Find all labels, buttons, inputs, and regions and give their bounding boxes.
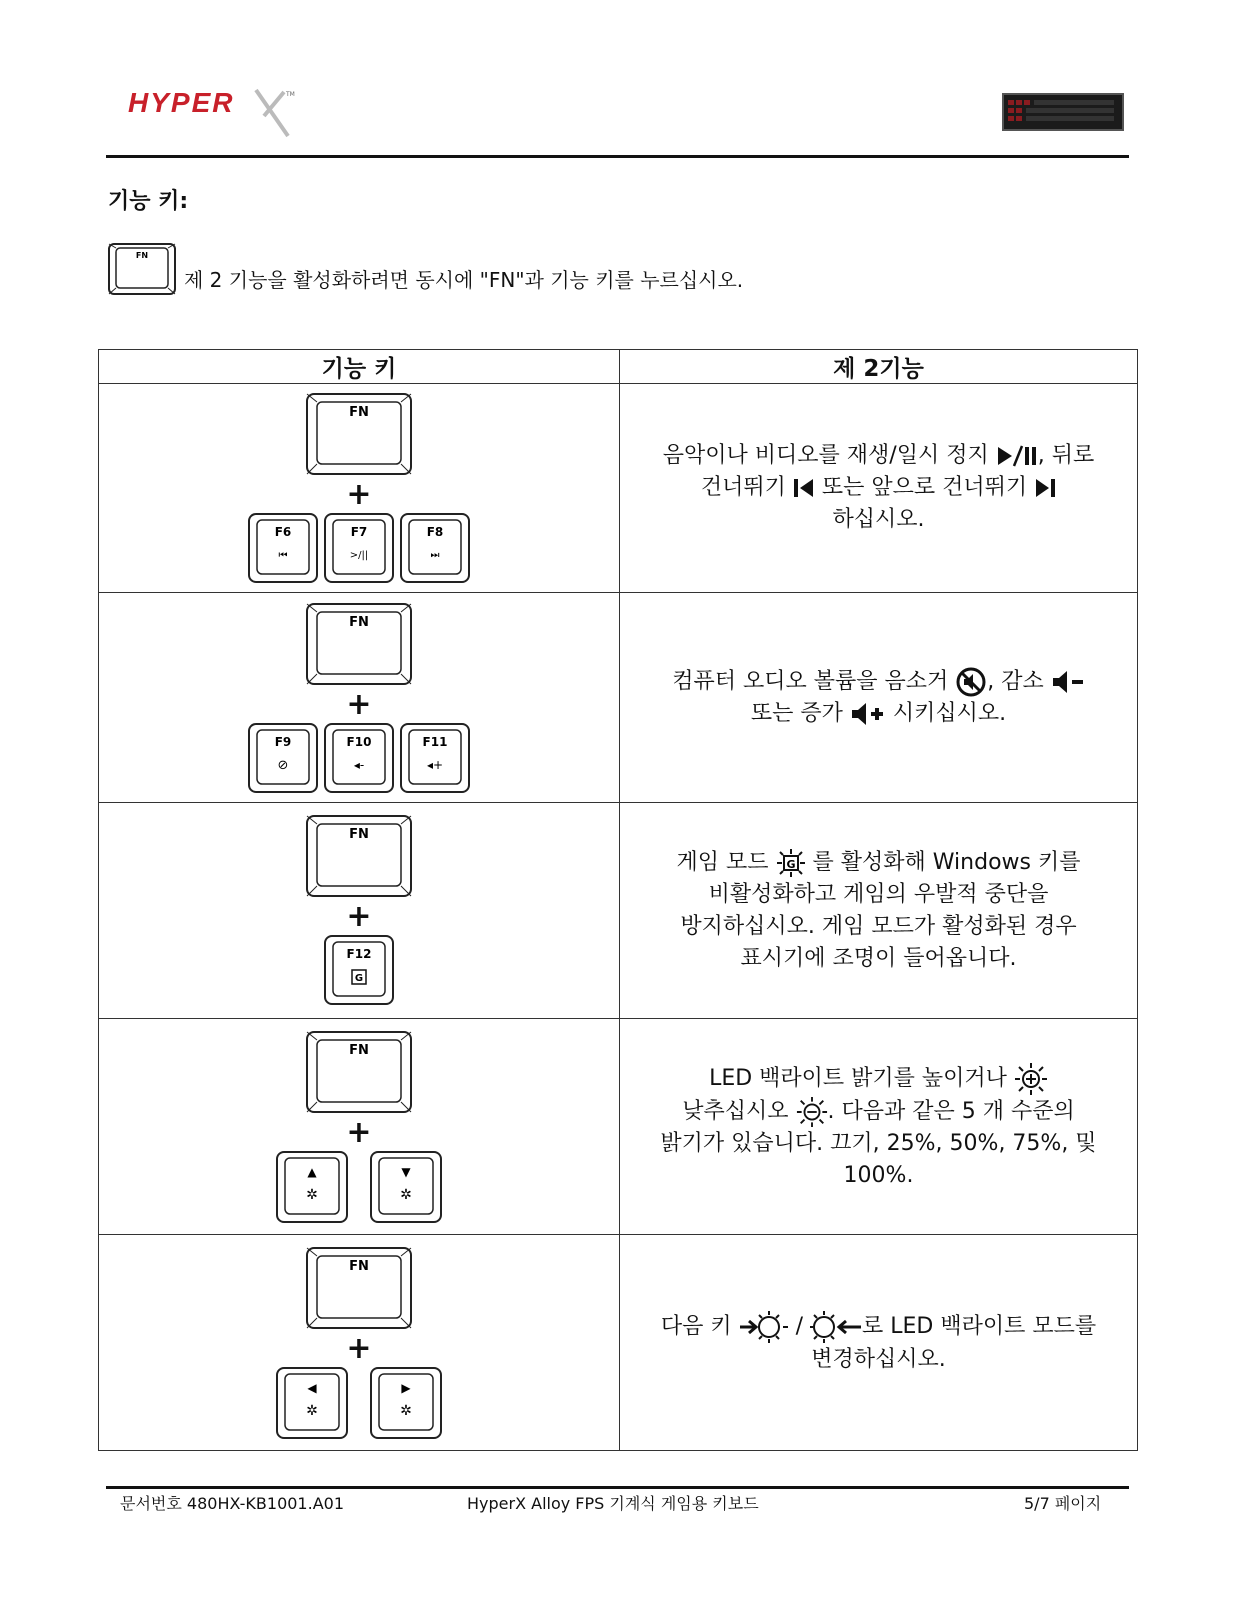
play-pause-icon	[996, 445, 1038, 467]
desc-text: 시키십시오.	[892, 700, 1007, 726]
keys-cell	[99, 1019, 620, 1235]
desc-text: . 다음과 같은 5 개 수준의	[827, 1098, 1075, 1124]
next-track-icon	[1034, 478, 1056, 498]
table-row	[99, 384, 1138, 593]
f11-key-graphic	[399, 722, 471, 794]
key-label: F9	[274, 734, 292, 749]
header-divider	[106, 155, 1129, 158]
desc-text: 비활성화하고 게임의 우발적 중단을	[708, 881, 1049, 907]
f10-key-graphic	[323, 722, 395, 794]
play-pause-icon: >/||	[349, 550, 369, 561]
game-mode-icon: G	[354, 972, 364, 984]
page-header	[0, 0, 1237, 160]
desc-text: /	[795, 1313, 804, 1339]
desc-text: 다음 키	[660, 1313, 732, 1339]
keys-cell	[99, 1235, 620, 1451]
key-label: F11	[422, 734, 448, 749]
table-row	[99, 1019, 1138, 1235]
table-row	[99, 803, 1138, 1019]
desc-text: 100%.	[843, 1162, 914, 1188]
f7-key-graphic	[323, 512, 395, 584]
desc-text: 건너뛰기	[700, 475, 786, 500]
description-cell	[620, 593, 1138, 803]
mute-icon	[955, 666, 987, 698]
footer-doc-number: 문서번호 480HX-KB1001.A01	[120, 1494, 344, 1513]
mode-prev-icon	[739, 1310, 789, 1344]
key-label: ◀	[307, 1380, 317, 1395]
fn-key-label: FN	[135, 251, 149, 260]
right-arrow-key-graphic	[369, 1366, 443, 1440]
mute-icon: ⊘	[277, 757, 289, 773]
key-label: F8	[426, 525, 444, 539]
keys-cell	[99, 384, 620, 593]
footer-product-name: HyperX Alloy FPS 기계식 게임용 키보드	[467, 1494, 759, 1513]
desc-text: 또는 증가	[750, 700, 843, 726]
up-arrow-key-graphic	[275, 1150, 349, 1224]
fn-key-graphic	[305, 392, 413, 478]
key-label: F7	[350, 525, 368, 539]
prev-track-icon: ⏮	[278, 550, 288, 561]
volume-up-icon	[850, 701, 886, 727]
plus-sign: +	[346, 686, 372, 722]
fn-key-label: FN	[349, 405, 369, 420]
desc-text: 컴퓨터 오디오 볼륨을 음소거	[672, 668, 949, 694]
fn-key-label: FN	[349, 1258, 369, 1274]
keys-cell	[99, 593, 620, 803]
desc-text: 하십시오.	[832, 507, 925, 532]
description-cell	[620, 1235, 1138, 1451]
fn-note	[108, 239, 743, 295]
key-label: F10	[346, 734, 372, 749]
desc-text: 낮추십시오	[682, 1098, 789, 1124]
plus-sign: +	[346, 477, 372, 512]
key-label: F6	[274, 525, 292, 539]
mode-next-icon	[810, 1310, 862, 1344]
desc-text: 밝기가 있습니다. 끄기, 25%, 50%, 75%, 및	[660, 1130, 1097, 1156]
desc-text: 표시기에 조명이 들어옵니다.	[740, 945, 1017, 971]
brightness-down-icon: ✲	[400, 1186, 412, 1203]
section-title: 기능 키:	[108, 189, 189, 214]
brightness-up-icon: ✲	[306, 1186, 318, 1203]
header-function-key: 기능 키	[99, 350, 620, 384]
table-row	[99, 1235, 1138, 1451]
svg-text:TM: TM	[286, 91, 295, 98]
fn-key-graphic	[305, 814, 413, 900]
f12-key-graphic	[323, 934, 395, 1008]
fn-key-label: FN	[349, 1042, 369, 1058]
volume-up-icon: ◂+	[426, 757, 444, 772]
description-cell	[620, 803, 1138, 1019]
keyboard-product-image	[1002, 93, 1124, 131]
description-cell	[620, 384, 1138, 593]
header-second-function: 제 2기능	[620, 350, 1138, 384]
brightness-up-icon	[1014, 1062, 1048, 1096]
plus-sign: +	[346, 1330, 372, 1366]
function-key-table	[98, 349, 1138, 1451]
desc-text: LED 백라이트 밝기를 높이거나	[709, 1065, 1007, 1091]
footer-divider	[106, 1486, 1129, 1489]
key-label: ▶	[401, 1380, 411, 1395]
fn-key-graphic	[305, 602, 413, 688]
footer-page-number: 5/7 페이지	[1024, 1494, 1102, 1513]
key-label: ▲	[307, 1164, 317, 1179]
f8-key-graphic	[399, 512, 471, 584]
desc-text: 변경하십시오.	[811, 1346, 946, 1372]
mode-prev-icon: ✲	[306, 1402, 318, 1419]
description-cell	[620, 1019, 1138, 1235]
plus-sign: +	[346, 898, 372, 934]
svg-text:HYPER: HYPER	[128, 87, 235, 118]
next-track-icon: ⏭	[430, 550, 440, 561]
fn-key-graphic	[305, 1246, 413, 1332]
desc-text: 또는 앞으로 건너뛰기	[821, 475, 1028, 500]
volume-down-icon	[1051, 670, 1085, 694]
plus-sign: +	[346, 1114, 372, 1150]
svg-text:G: G	[786, 857, 796, 871]
volume-down-icon: ◂-	[353, 757, 365, 772]
brightness-down-icon	[796, 1096, 828, 1128]
desc-text: 게임 모드	[676, 849, 769, 875]
desc-text: 음악이나 비디오를 재생/일시 정지	[662, 443, 989, 468]
desc-text: , 감소	[987, 668, 1044, 694]
keys-cell	[99, 803, 620, 1019]
table-header-row	[99, 350, 1138, 384]
fn-key-icon	[108, 243, 176, 295]
f6-key-graphic	[247, 512, 319, 584]
fn-key-label: FN	[349, 614, 369, 630]
table-row	[99, 593, 1138, 803]
fn-note-text: 제 2 기능을 활성화하려면 동시에 "FN"과 기능 키를 누르십시오.	[184, 268, 744, 292]
desc-text: 를 활성화해 Windows 키를	[812, 849, 1081, 875]
key-label: ▼	[401, 1164, 411, 1179]
left-arrow-key-graphic	[275, 1366, 349, 1440]
fn-key-label: FN	[349, 826, 369, 842]
desc-text: , 뒤로	[1037, 443, 1095, 468]
key-label: F12	[346, 946, 372, 961]
game-mode-icon	[776, 848, 806, 878]
desc-text: 방지하십시오. 게임 모드가 활성화된 경우	[680, 913, 1077, 939]
hyperx-logo	[128, 86, 298, 140]
mode-next-icon: ✲	[400, 1402, 412, 1419]
prev-track-icon	[793, 478, 815, 498]
desc-text: 로 LED 백라이트 모드를	[862, 1313, 1097, 1339]
fn-key-graphic	[305, 1030, 413, 1116]
down-arrow-key-graphic	[369, 1150, 443, 1224]
f9-key-graphic	[247, 722, 319, 794]
